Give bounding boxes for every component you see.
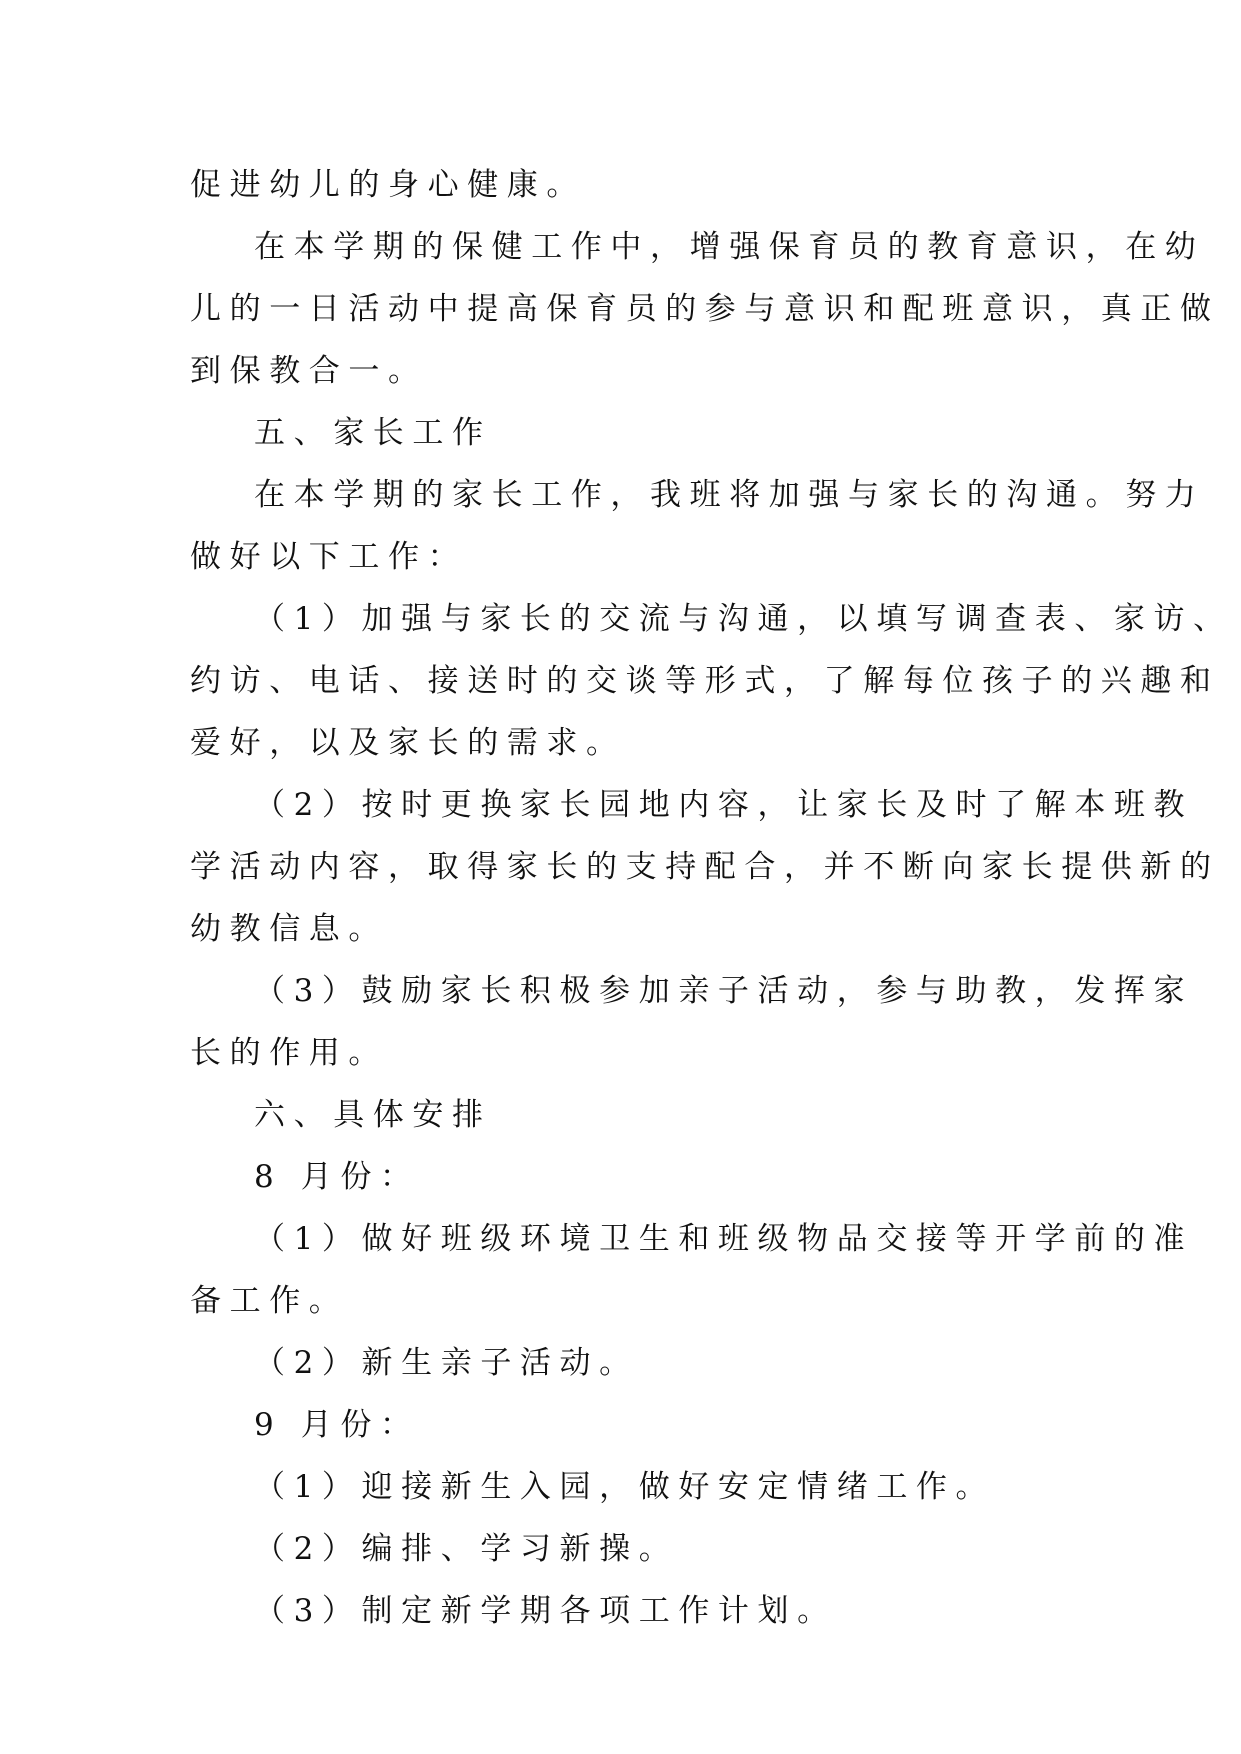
text-line: 长的作用。 [190, 1035, 388, 1071]
text-line: （2）按时更换家长园地内容，让家长及时了解本班教 [254, 787, 1194, 823]
text-line: 在本学期的保健工作中，增强保育员的教育意识，在幼 [254, 229, 1205, 265]
text-line: （2）新生亲子活动。 [254, 1345, 639, 1381]
text-line: 做好以下工作： [190, 539, 468, 575]
text-line: （1）做好班级环境卫生和班级物品交接等开学前的准 [254, 1221, 1194, 1257]
text-line: （3）制定新学期各项工作计划。 [254, 1593, 837, 1629]
text-line: （1）加强与家长的交流与沟通，以填写调查表、家访、 [254, 601, 1233, 637]
text-line: 备工作。 [190, 1283, 349, 1319]
section-heading: 六、具体安排 [254, 1097, 492, 1133]
text-line: （3）鼓励家长积极参加亲子活动，参与助教，发挥家 [254, 973, 1194, 1009]
text-line: 在本学期的家长工作，我班将加强与家长的沟通。努力 [254, 477, 1205, 513]
section-heading: 五、家长工作 [254, 415, 492, 451]
text-line: 儿的一日活动中提高保育员的参与意识和配班意识，真正做 [190, 291, 1220, 327]
month-heading: 9 月份： [254, 1407, 420, 1443]
text-line: （1）迎接新生入园，做好安定情绪工作。 [254, 1469, 996, 1505]
text-line: 约访、电话、接送时的交谈等形式，了解每位孩子的兴趣和 [190, 663, 1220, 699]
text-line: 幼教信息。 [190, 911, 388, 947]
text-line: 促进幼儿的身心健康。 [190, 167, 586, 203]
text-line: 学活动内容，取得家长的支持配合，并不断向家长提供新的 [190, 849, 1220, 885]
text-line: 到保教合一。 [190, 353, 428, 389]
text-line: （2）编排、学习新操。 [254, 1531, 679, 1567]
month-heading: 8 月份： [254, 1159, 420, 1195]
text-line: 爱好，以及家长的需求。 [190, 725, 626, 761]
